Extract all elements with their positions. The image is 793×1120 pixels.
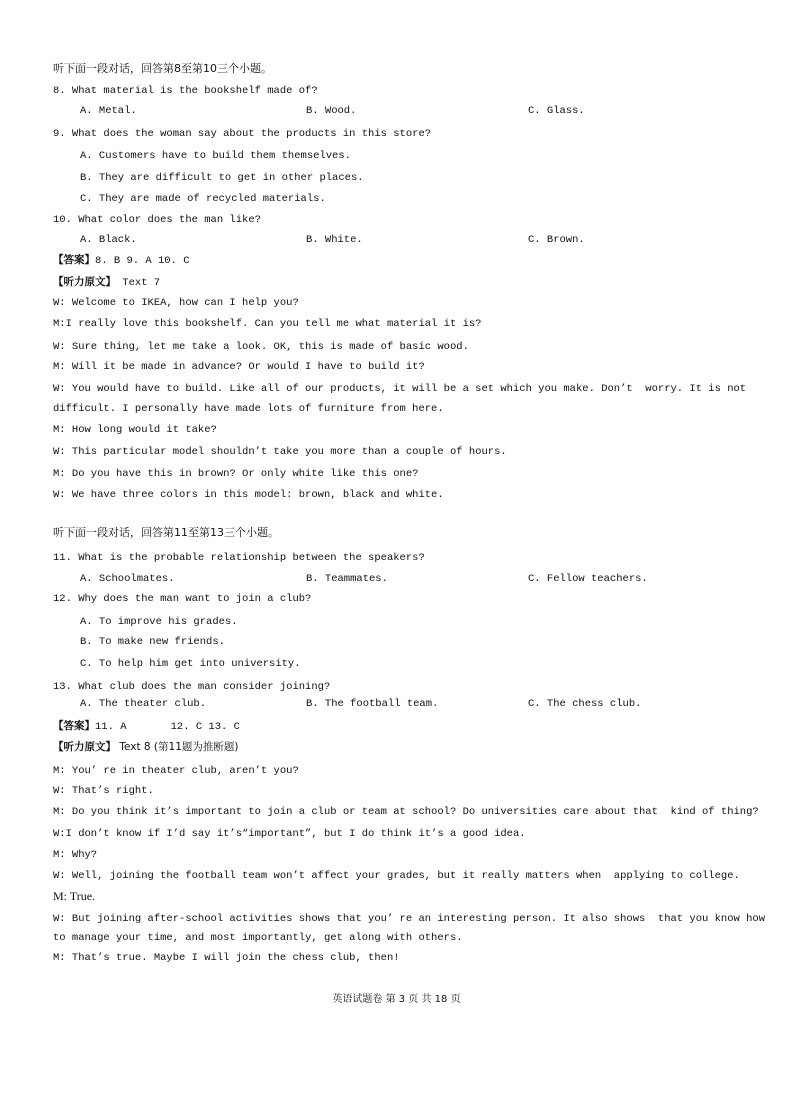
dialogue-line: W: You would have to build. Like all of our products, it will be a set which you make. Don’t worry. It is not [53, 383, 747, 395]
option-b: B. To make new friends. [80, 636, 225, 648]
dialogue-line: difficult. I personally have made lots of furniture from here. [53, 403, 444, 415]
option-a: A. Metal. [80, 105, 137, 117]
section-heading: 听下面一段对话，回答第8至第10三个小题。 [53, 62, 272, 75]
dialogue-line: M: You’ re in theater club, aren’t you? [53, 765, 299, 777]
answer-line [53, 719, 240, 734]
dialogue-line: W: This particular model shouldn’t take you more than a couple of hours. [53, 446, 507, 458]
option-c: C. They are made of recycled materials. [80, 193, 326, 205]
option-a: A. Schoolmates. [80, 573, 175, 585]
dialogue-line: W: Welcome to IKEA, how can I help you? [53, 297, 299, 309]
option-c: C. Brown. [528, 234, 585, 246]
question-stem: 13. What club does the man consider joining? [53, 681, 331, 693]
dialogue-line: M: Do you have this in brown? Or only white like this one? [53, 468, 419, 480]
script-title: Text 8 (第11题为推断题) [116, 741, 239, 753]
script-tag: 【听力原文】 [53, 276, 116, 288]
dialogue-line: M: True. [53, 889, 96, 903]
answer-tag: 【答案】 [53, 254, 95, 266]
option-a: A. Customers have to build them themselves. [80, 150, 351, 162]
option-b: B. The football team. [306, 698, 439, 710]
dialogue-line: M:I really love this bookshelf. Can you tell me what material it is? [53, 318, 482, 330]
dialogue-line: M: How long would it take? [53, 424, 217, 436]
dialogue-line: M: Do you think it’s important to join a club or team at school? Do universities care about that kind of thing? [53, 806, 759, 818]
option-a: A. The theater club. [80, 698, 207, 710]
option-c: C. Fellow teachers. [528, 573, 648, 585]
dialogue-line: M: Why? [53, 849, 98, 861]
dialogue-line: W: Sure thing, let me take a look. OK, this is made of basic wood. [53, 341, 469, 353]
dialogue-line: W: Well, joining the football team won’t affect your grades, but it really matters when applying to college. [53, 870, 740, 882]
option-c: C. Glass. [528, 105, 585, 117]
option-a: A. To improve his grades. [80, 616, 238, 628]
question-stem: 8. What material is the bookshelf made of? [53, 85, 318, 97]
script-tag: 【听力原文】 [53, 741, 116, 753]
section-heading: 听下面一段对话，回答第11至第13三个小题。 [53, 526, 279, 539]
dialogue-line: W: That’s right. [53, 785, 154, 797]
option-a: A. Black. [80, 234, 137, 246]
option-b: B. They are difficult to get in other places. [80, 172, 364, 184]
option-b: B. Wood. [306, 105, 357, 117]
dialogue-line: to manage your time, and most importantly, get along with others. [53, 932, 463, 944]
question-stem: 10. What color does the man like? [53, 214, 261, 226]
option-b: B. Teammates. [306, 573, 388, 585]
answer-text: 8. B 9. A 10. C [95, 255, 190, 267]
option-b: B. White. [306, 234, 363, 246]
answer-text: 11. A 12. C 13. C [95, 721, 240, 733]
page-footer: 英语试题卷 第 3 页 共 18 页 [332, 994, 461, 1005]
dialogue-line: W:I don’t know if I’d say it’s“important”, but I do think it’s a good idea. [53, 828, 526, 840]
option-c: C. To help him get into university. [80, 658, 301, 670]
answer-line [53, 253, 190, 268]
answer-tag: 【答案】 [53, 720, 95, 732]
script-title: Text 7 [116, 277, 161, 289]
dialogue-line: M: Will it be made in advance? Or would I have to build it? [53, 361, 425, 373]
question-stem: 12. Why does the man want to join a club? [53, 593, 312, 605]
script-line [53, 275, 160, 290]
question-stem: 9. What does the woman say about the products in this store? [53, 128, 432, 140]
dialogue-line: W: We have three colors in this model: brown, black and white. [53, 489, 444, 501]
dialogue-line: W: But joining after-school activities shows that you’ re an interesting person. It also shows that you know how [53, 913, 766, 925]
question-stem: 11. What is the probable relationship between the speakers? [53, 552, 425, 564]
dialogue-line: M: That’s true. Maybe I will join the chess club, then! [53, 952, 400, 964]
script-line [53, 740, 238, 755]
option-c: C. The chess club. [528, 698, 642, 710]
